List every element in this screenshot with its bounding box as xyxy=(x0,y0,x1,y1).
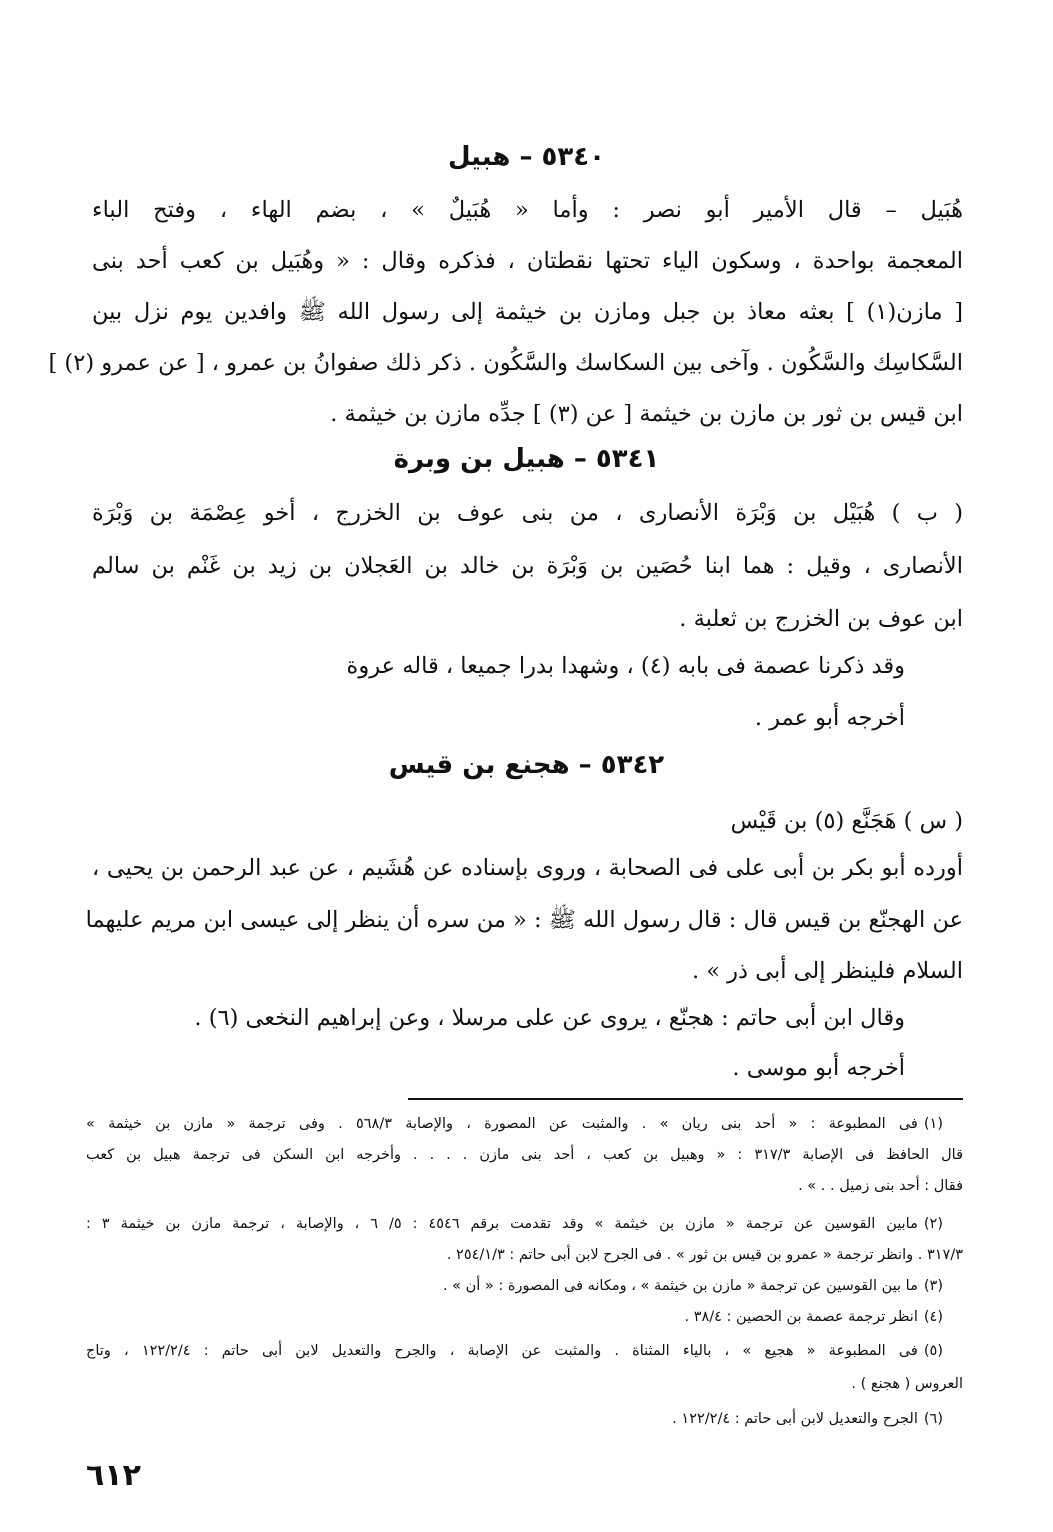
entry-5340-line-3: [ مازن(١) ] بعثه معاذ بن جبل ومازن بن خيثمة إلى رسول الله ﷺ وافدين يوم نزل بين xyxy=(92,299,963,325)
footnote-3-number: (٣) xyxy=(923,1278,943,1294)
footnote-separator xyxy=(408,1098,963,1100)
entry-5341-line-1: ( ب ) هُبَيْل بن وَبْرَة الأنصارى ، من بنى عوف بن الخزرج ، أخو عِصْمَة بن وَبْرَة xyxy=(92,500,963,526)
footnote-4-number: (٤) xyxy=(923,1309,943,1325)
entry-5342-line-3: عن الهجنّع بن قيس قال : قال رسول الله ﷺ : « من سره أن ينظر إلى عيسى ابن مريم عليهما xyxy=(85,907,963,933)
entry-5342-line-6: أخرجه أبو موسى . xyxy=(732,1055,905,1081)
footnote-1-line-3: فقال : أحد بنى زميل . . » . xyxy=(798,1178,963,1194)
footnote-5-line-1 xyxy=(86,1339,943,1363)
footnote-1-text: فى المطبوعة : « أحد بنى ريان » . والمثبت عن المصورة ، والإصابة ٥٦٨/٣ . وفى ترجمة « مازن بن خيثمة » xyxy=(86,1116,918,1132)
page-number: ٦١٢ xyxy=(86,1458,141,1493)
footnote-5-line-2: العروس ( هجنع ) . xyxy=(851,1376,963,1392)
footnote-1-line-1 xyxy=(86,1112,943,1136)
footnote-2-number: (٢) xyxy=(923,1216,943,1232)
entry-5340-line-1: هُبَيل – قال الأمير أبو نصر : وأما « هُبَيلٌ » ، بضم الهاء ، وفتح الباء xyxy=(92,197,963,223)
entry-5341-line-3: ابن عوف بن الخزرج بن ثعلبة . xyxy=(679,606,963,632)
footnote-4-text: انظر ترجمة عصمة بن الحصين : ٣٨/٤ . xyxy=(684,1309,918,1325)
footnote-6-text: الجرح والتعديل لابن أبى حاتم : ١٢٢/٢/٤ . xyxy=(672,1411,918,1427)
footnote-1-line-2: قال الحافظ فى الإصابة ٣١٧/٣ : « وهبيل بن كعب ، أحد بنى مازن . . . . وأخرجه ابن السكن فى ترجمة هبيل بن كعب xyxy=(86,1147,963,1163)
entry-5342-line-5: وقال ابن أبى حاتم : هجنّع ، يروى عن على مرسلا ، وعن إبراهيم النخعى (٦) . xyxy=(194,1005,905,1031)
footnote-6-line-1 xyxy=(86,1407,943,1431)
entry-5340-line-2: المعجمة بواحدة ، وسكون الياء تحتها نقطتان ، فذكره وقال : « وهُبَيل بن كعب أحد بنى xyxy=(92,248,963,274)
footnote-2-text: مابين القوسين عن ترجمة « مازن بن خيثمة » وقد تقدمت برقم ٤٥٤٦ : ٥/ ٦ ، والإصابة ، ترجمة مازن بن خيثمة ٣ : xyxy=(86,1216,918,1232)
entry-5341-line-4: وقد ذكرنا عصمة فى بابه (٤) ، وشهدا بدرا جميعا ، قاله عروة xyxy=(346,653,905,679)
footnote-2-line-1 xyxy=(86,1212,943,1236)
footnote-4-line-1 xyxy=(86,1305,943,1329)
entry-5341-line-5: أخرجه أبو عمر . xyxy=(754,705,905,731)
footnote-3-text: ما بين القوسين عن ترجمة « مازن بن خيثمة » ، ومكانه فى المصورة : « أن » . xyxy=(442,1278,918,1294)
footnote-3-line-1 xyxy=(86,1274,943,1298)
entry-heading-5340: ٥٣٤٠ – هبيل xyxy=(447,142,606,172)
entry-5342-line-4: السلام فلينظر إلى أبى ذر » . xyxy=(691,958,963,984)
entry-5340-line-5: ابن قيس بن ثور بن مازن بن خيثمة [ عن (٣) ] جدِّه مازن بن خيثمة . xyxy=(330,401,963,427)
entry-5342-line-2: أورده أبو بكر بن أبى على فى الصحابة ، وروى بإسناده عن هُشَيم ، عن عبد الرحمن بن يحيى ، xyxy=(92,855,963,881)
entry-heading-5341: ٥٣٤١ – هبيل بن وبرة xyxy=(393,444,660,474)
entry-heading-5342: ٥٣٤٢ – هجنع بن قيس xyxy=(388,750,665,780)
footnote-2-line-2: ٣١٧/٣ . وانظر ترجمة « عمرو بن قيس بن ثور » . فى الجرح لابن أبى حاتم : ٢٥٤/١/٣ . xyxy=(446,1247,963,1263)
footnote-5-number: (٥) xyxy=(923,1343,943,1359)
footnote-1-number: (١) xyxy=(923,1116,943,1132)
entry-5341-line-2: الأنصارى ، وقيل : هما ابنا حُصَين بن وَبْرَة بن خالد بن العَجلان بن زيد بن غَنْم بن سالم xyxy=(92,553,963,579)
entry-5340-line-4: السَّكاسِك والسَّكُون . وآخى بين السكاسك والسَّكُون . ذكر ذلك صفوانُ بن عمرو ، [ عن عمرو (٢) ] xyxy=(48,350,963,376)
footnote-5-text: فى المطبوعة « هجيع » ، بالياء المثناة . والمثبت عن الإصابة ، والجرح والتعديل لابن أبى حاتم : ١٢٢/٢/٤ ، وتاج xyxy=(86,1343,918,1359)
entry-5342-line-1: ( س ) هَجَنَّع (٥) بن قَيْس xyxy=(730,808,963,834)
footnote-6-number: (٦) xyxy=(923,1411,943,1427)
